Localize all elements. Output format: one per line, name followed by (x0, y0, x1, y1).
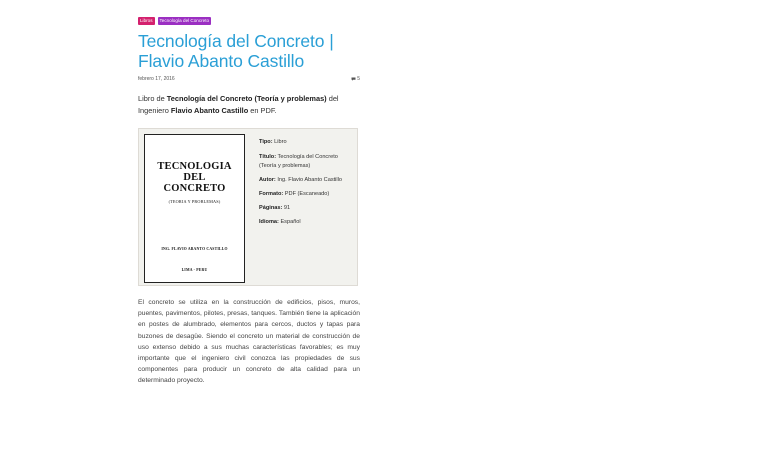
spec-idioma (259, 218, 355, 227)
comments-count: 5 (357, 76, 360, 82)
cover-title-line: TECNOLOGIA (157, 161, 232, 172)
intro-paragraph (138, 93, 360, 117)
cover-title-line: CONCRETO (163, 183, 226, 194)
intro-book-name: Tecnología del Concreto (Teoría y problemas) (166, 94, 327, 103)
spec-value: Libro (272, 139, 287, 145)
book-specs (259, 138, 355, 232)
spec-titulo (259, 153, 355, 171)
comment-icon (351, 77, 356, 81)
tag-libros[interactable]: Libros (140, 18, 153, 23)
book-cover-image (144, 134, 245, 283)
spec-value: Tecnología del Concreto (Teoría y problemas) (259, 154, 338, 169)
spec-value: 91 (282, 205, 291, 211)
post-title[interactable]: Tecnología del Concreto | Flavio Abanto Castillo (138, 31, 334, 71)
spec-value: Español (278, 219, 301, 225)
spec-label: Idioma: (259, 219, 279, 225)
cover-title (145, 161, 244, 194)
intro-suffix: en PDF. (248, 106, 277, 115)
spec-formato (259, 190, 355, 199)
intro-middle: del Ingeniero (138, 94, 339, 115)
post-meta (138, 75, 360, 83)
spec-label: Título: (259, 154, 277, 160)
spec-label: Autor: (259, 177, 276, 183)
spec-paginas (259, 204, 355, 213)
intro-author: Flavio Abanto Castillo (170, 106, 249, 115)
description-paragraph: El concreto se utiliza en la construcción de edificios, pisos, muros, puentes, pavimentos, pilotes, presas, tanques. También tiene la aplicación en postes de alumbrado, elementos para cercos, ductos y tapas para buzones de desagüe. Siendo el concreto un material de construcción de uso extenso debido a sus muchas características favorables; es muy importante que el ingeniero civil conozca las propiedades de sus componentes para producir un concreto de alta calidad para un determinado proyecto. (138, 299, 360, 385)
cover-place: LIMA - PERU (181, 268, 208, 272)
post-date: febrero 17, 2016 (138, 76, 175, 82)
article (138, 17, 360, 393)
comments-link[interactable] (351, 76, 360, 82)
cover-author: ING. FLAVIO ABANTO CASTILLO (161, 247, 228, 251)
tag-tecnologia-del-concreto[interactable]: Tecnología del Concreto (159, 18, 210, 23)
cover-title-line: DEL (183, 172, 206, 183)
spec-autor (259, 176, 355, 185)
cover-subtitle: (TEORIA Y PROBLEMAS) (168, 199, 221, 204)
spec-value: Ing. Flavio Abanto Castillo (275, 177, 343, 183)
spec-tipo (259, 138, 355, 147)
book-info-box (138, 128, 358, 286)
spec-label: Tipo: (259, 139, 273, 145)
spec-label: Páginas: (259, 205, 283, 211)
category-tags (138, 17, 360, 25)
spec-value: PDF (Escaneado) (283, 191, 330, 197)
spec-label: Formato: (259, 191, 284, 197)
intro-prefix: Libro de (138, 94, 167, 103)
